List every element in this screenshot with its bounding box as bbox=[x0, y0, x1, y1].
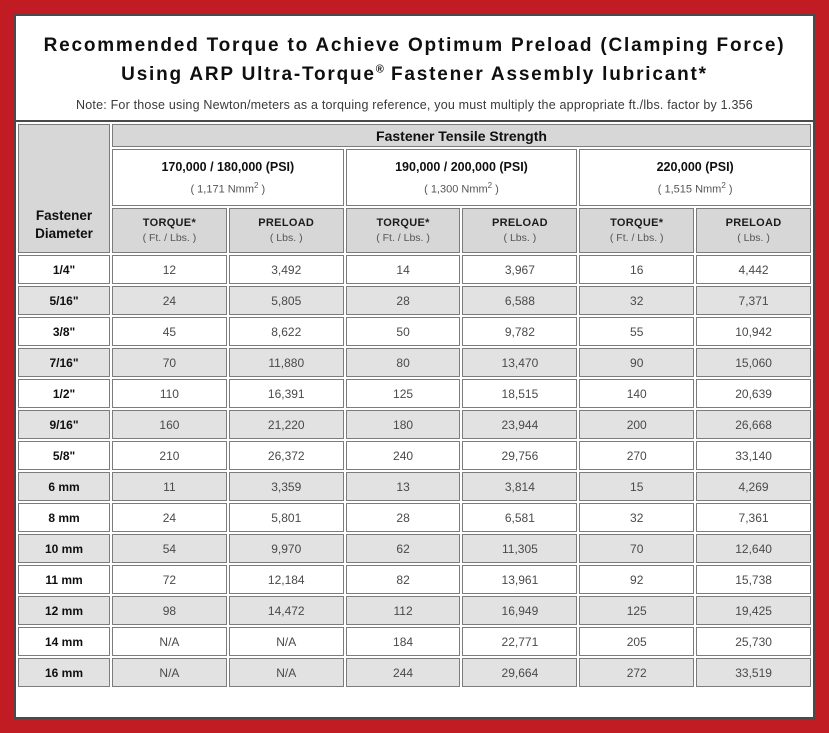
preload-value-cell: 8,622 bbox=[229, 317, 344, 346]
torque-value-cell: 14 bbox=[346, 255, 461, 284]
preload-value-cell: 6,588 bbox=[462, 286, 577, 315]
table-row bbox=[18, 565, 811, 594]
fastener-diameter-cell: 12 mm bbox=[18, 596, 110, 625]
title-block bbox=[16, 16, 813, 120]
torque-value-cell: 13 bbox=[346, 472, 461, 501]
table-row bbox=[18, 317, 811, 346]
preload-value-cell: 4,442 bbox=[696, 255, 811, 284]
torque-value-cell: 72 bbox=[112, 565, 227, 594]
torque-value-cell: N/A bbox=[112, 658, 227, 687]
corner-line1: Fastener bbox=[35, 207, 93, 223]
preload-value-cell: 15,738 bbox=[696, 565, 811, 594]
torque-value-cell: 12 bbox=[112, 255, 227, 284]
table-row bbox=[18, 627, 811, 656]
torque-value-cell: 210 bbox=[112, 441, 227, 470]
torque-value-cell: 110 bbox=[112, 379, 227, 408]
torque-value-cell: 200 bbox=[579, 410, 694, 439]
preload-value-cell: 16,949 bbox=[462, 596, 577, 625]
torque-value-cell: 28 bbox=[346, 286, 461, 315]
table-row bbox=[18, 441, 811, 470]
sub-header-row bbox=[18, 208, 811, 253]
torque-value-cell: 62 bbox=[346, 534, 461, 563]
preload-value-cell: 13,961 bbox=[462, 565, 577, 594]
preload-value-cell: 23,944 bbox=[462, 410, 577, 439]
torque-value-cell: 24 bbox=[112, 286, 227, 315]
torque-value-cell: 272 bbox=[579, 658, 694, 687]
torque-value-cell: 54 bbox=[112, 534, 227, 563]
preload-value-cell: 10,942 bbox=[696, 317, 811, 346]
preload-value-cell: 9,782 bbox=[462, 317, 577, 346]
registered-trademark-symbol: ® bbox=[375, 63, 384, 76]
preload-value-cell: N/A bbox=[229, 658, 344, 687]
preload-value-cell: 29,756 bbox=[462, 441, 577, 470]
nmm-label: ( 1,300 Nmm$^2$ ) bbox=[424, 180, 499, 196]
torque-table-body bbox=[18, 255, 811, 687]
torque-value-cell: 125 bbox=[346, 379, 461, 408]
fastener-diameter-cell: 1/2" bbox=[18, 379, 110, 408]
fastener-diameter-cell: 10 mm bbox=[18, 534, 110, 563]
preload-value-cell: 21,220 bbox=[229, 410, 344, 439]
torque-value-cell: N/A bbox=[112, 627, 227, 656]
preload-value-cell: 15,060 bbox=[696, 348, 811, 377]
psi-column-190-200 bbox=[346, 149, 578, 206]
preload-value-cell: 12,640 bbox=[696, 534, 811, 563]
page-title-line2 bbox=[24, 61, 805, 90]
torque-value-cell: 16 bbox=[579, 255, 694, 284]
preload-value-cell: 3,814 bbox=[462, 472, 577, 501]
torque-value-cell: 270 bbox=[579, 441, 694, 470]
torque-table bbox=[16, 120, 813, 689]
preload-value-cell: 3,967 bbox=[462, 255, 577, 284]
torque-header-2: TORQUE* ( Ft. / Lbs. ) bbox=[346, 208, 461, 253]
torque-value-cell: 244 bbox=[346, 658, 461, 687]
preload-value-cell: 13,470 bbox=[462, 348, 577, 377]
torque-value-cell: 50 bbox=[346, 317, 461, 346]
preload-value-cell: 7,371 bbox=[696, 286, 811, 315]
torque-value-cell: 70 bbox=[112, 348, 227, 377]
fastener-diameter-cell: 16 mm bbox=[18, 658, 110, 687]
torque-value-cell: 90 bbox=[579, 348, 694, 377]
torque-value-cell: 80 bbox=[346, 348, 461, 377]
preload-value-cell: 19,425 bbox=[696, 596, 811, 625]
nmm-label: ( 1,171 Nmm$^2$ ) bbox=[190, 180, 266, 196]
table-row bbox=[18, 255, 811, 284]
fastener-diameter-cell: 14 mm bbox=[18, 627, 110, 656]
table-row bbox=[18, 658, 811, 687]
psi-header-row bbox=[18, 149, 811, 206]
group-header-row bbox=[18, 124, 811, 147]
preload-value-cell: 18,515 bbox=[462, 379, 577, 408]
torque-value-cell: 205 bbox=[579, 627, 694, 656]
fastener-diameter-cell: 6 mm bbox=[18, 472, 110, 501]
torque-value-cell: 184 bbox=[346, 627, 461, 656]
preload-value-cell: 16,391 bbox=[229, 379, 344, 408]
table-row bbox=[18, 379, 811, 408]
fastener-diameter-cell: 11 mm bbox=[18, 565, 110, 594]
torque-value-cell: 98 bbox=[112, 596, 227, 625]
fastener-diameter-cell: 1/4" bbox=[18, 255, 110, 284]
torque-value-cell: 15 bbox=[579, 472, 694, 501]
fastener-diameter-cell: 3/8" bbox=[18, 317, 110, 346]
preload-value-cell: 26,372 bbox=[229, 441, 344, 470]
table-row bbox=[18, 472, 811, 501]
preload-value-cell: 26,668 bbox=[696, 410, 811, 439]
torque-header-3: TORQUE* ( Ft. / Lbs. ) bbox=[579, 208, 694, 253]
corner-line2: Diameter bbox=[35, 225, 93, 241]
torque-value-cell: 180 bbox=[346, 410, 461, 439]
preload-value-cell: 25,730 bbox=[696, 627, 811, 656]
preload-value-cell: 6,581 bbox=[462, 503, 577, 532]
preload-value-cell: 22,771 bbox=[462, 627, 577, 656]
fastener-diameter-cell: 5/16" bbox=[18, 286, 110, 315]
preload-value-cell: 7,361 bbox=[696, 503, 811, 532]
torque-value-cell: 45 bbox=[112, 317, 227, 346]
page-title-line1: Recommended Torque to Achieve Optimum Preload (Clamping Force) bbox=[43, 35, 786, 56]
psi-column-170-180 bbox=[112, 149, 344, 206]
preload-value-cell: 11,305 bbox=[462, 534, 577, 563]
torque-value-cell: 32 bbox=[579, 503, 694, 532]
torque-value-cell: 11 bbox=[112, 472, 227, 501]
torque-value-cell: 140 bbox=[579, 379, 694, 408]
torque-value-cell: 125 bbox=[579, 596, 694, 625]
table-row bbox=[18, 503, 811, 532]
psi-label: 190,000 / 200,000 (PSI) bbox=[395, 159, 528, 174]
preload-value-cell: 5,801 bbox=[229, 503, 344, 532]
preload-value-cell: 20,639 bbox=[696, 379, 811, 408]
nmm-label: ( 1,515 Nmm$^2$ ) bbox=[657, 180, 733, 196]
torque-value-cell: 24 bbox=[112, 503, 227, 532]
conversion-note: Note: For those using Newton/meters as a torquing reference, you must multiply the appropriate ft./lbs. factor by 1.356 bbox=[76, 98, 753, 112]
torque-value-cell: 32 bbox=[579, 286, 694, 315]
torque-value-cell: 55 bbox=[579, 317, 694, 346]
title-line2-text: Using ARP Ultra-Torque bbox=[121, 63, 376, 85]
preload-value-cell: 29,664 bbox=[462, 658, 577, 687]
document-sheet bbox=[14, 14, 815, 719]
psi-column-220 bbox=[579, 149, 811, 206]
preload-value-cell: 33,519 bbox=[696, 658, 811, 687]
fastener-diameter-cell: 9/16" bbox=[18, 410, 110, 439]
torque-value-cell: 160 bbox=[112, 410, 227, 439]
preload-header-2: PRELOAD ( Lbs. ) bbox=[462, 208, 577, 253]
preload-value-cell: 12,184 bbox=[229, 565, 344, 594]
preload-value-cell: 14,472 bbox=[229, 596, 344, 625]
psi-label: 220,000 (PSI) bbox=[656, 159, 734, 174]
table-row bbox=[18, 534, 811, 563]
table-row bbox=[18, 286, 811, 315]
torque-value-cell: 28 bbox=[346, 503, 461, 532]
preload-header-1: PRELOAD ( Lbs. ) bbox=[229, 208, 344, 253]
preload-value-cell: 3,359 bbox=[229, 472, 344, 501]
fastener-diameter-header bbox=[18, 124, 110, 253]
preload-value-cell: 4,269 bbox=[696, 472, 811, 501]
preload-header-3: PRELOAD ( Lbs. ) bbox=[696, 208, 811, 253]
fastener-diameter-cell: 8 mm bbox=[18, 503, 110, 532]
tensile-strength-header: Fastener Tensile Strength bbox=[112, 124, 811, 147]
torque-value-cell: 112 bbox=[346, 596, 461, 625]
psi-label: 170,000 / 180,000 (PSI) bbox=[161, 159, 295, 174]
preload-value-cell: 11,880 bbox=[229, 348, 344, 377]
preload-value-cell: 5,805 bbox=[229, 286, 344, 315]
preload-value-cell: 9,970 bbox=[229, 534, 344, 563]
preload-value-cell: 3,492 bbox=[229, 255, 344, 284]
title-line2-tail: Fastener Assembly lubricant* bbox=[383, 63, 708, 85]
torque-header-1: TORQUE* ( Ft. / Lbs. ) bbox=[112, 208, 227, 253]
table-row bbox=[18, 596, 811, 625]
torque-value-cell: 92 bbox=[579, 565, 694, 594]
preload-value-cell: 33,140 bbox=[696, 441, 811, 470]
torque-value-cell: 70 bbox=[579, 534, 694, 563]
torque-value-cell: 240 bbox=[346, 441, 461, 470]
fastener-diameter-cell: 7/16" bbox=[18, 348, 110, 377]
table-row bbox=[18, 410, 811, 439]
preload-value-cell: N/A bbox=[229, 627, 344, 656]
table-row bbox=[18, 348, 811, 377]
fastener-diameter-cell: 5/8" bbox=[18, 441, 110, 470]
torque-value-cell: 82 bbox=[346, 565, 461, 594]
